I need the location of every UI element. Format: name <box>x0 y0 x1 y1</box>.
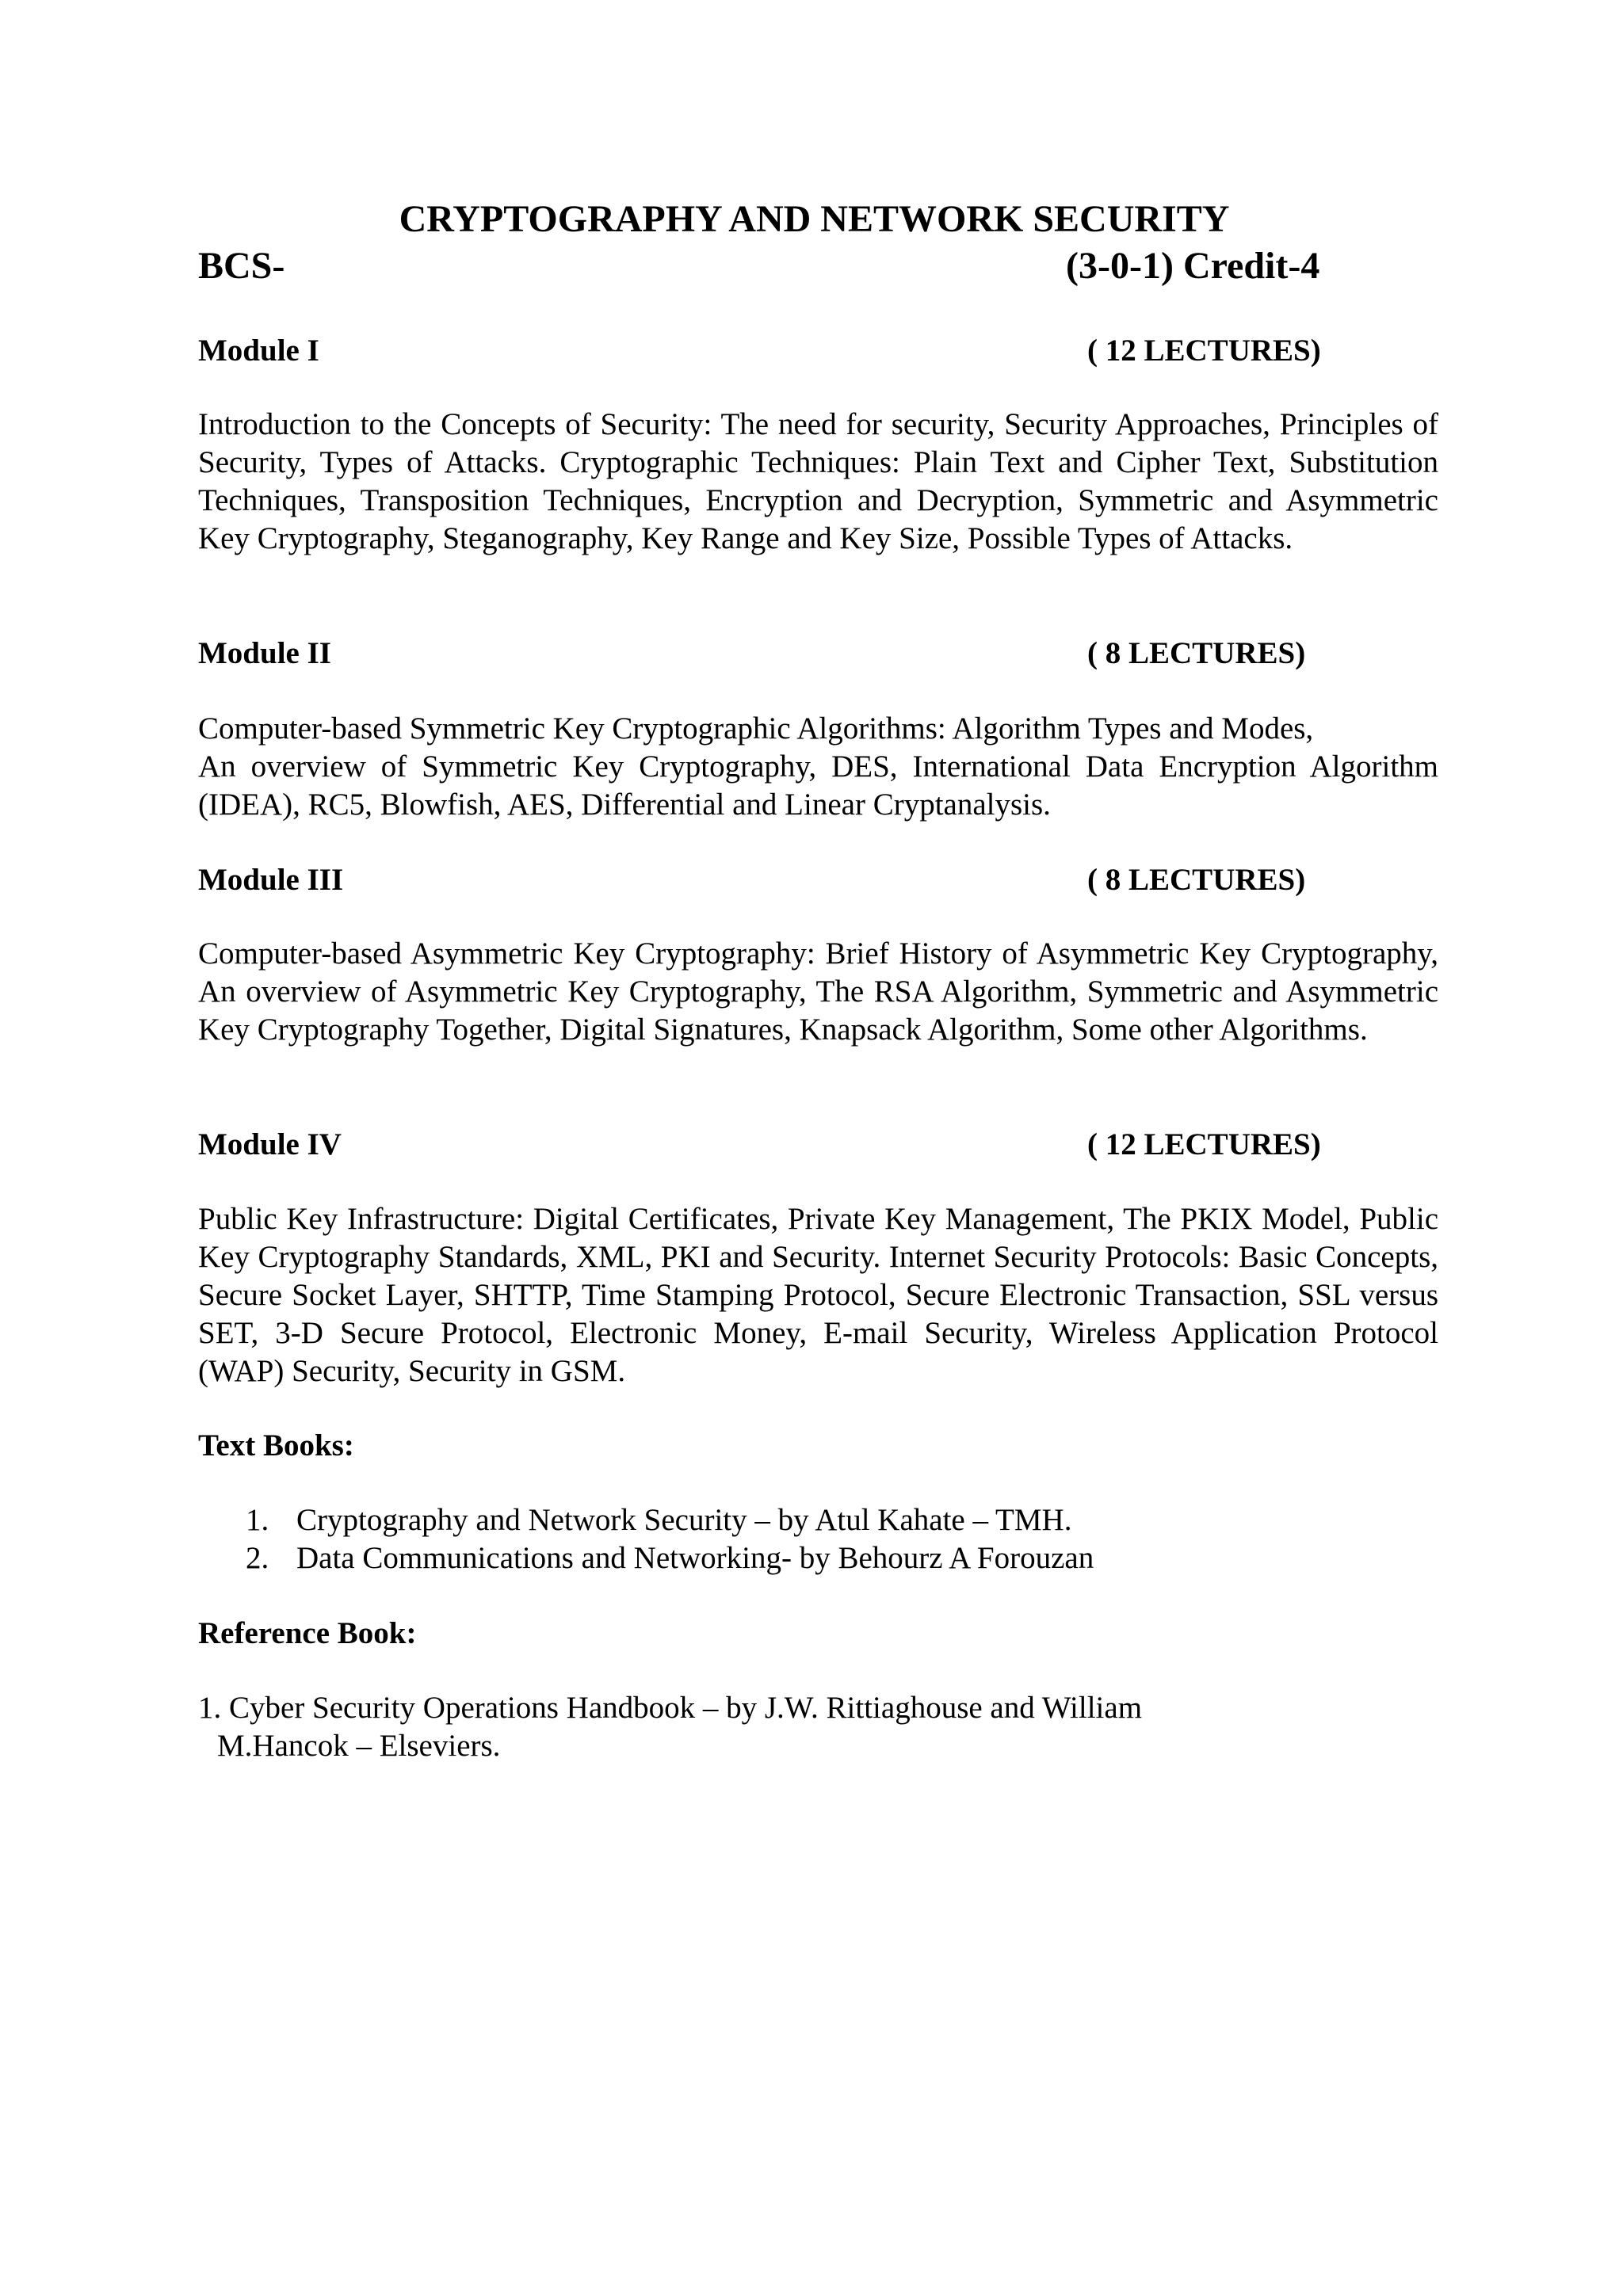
module-4-heading <box>198 1125 1438 1165</box>
module-4-lectures: ( 12 LECTURES) <box>1087 1127 1321 1161</box>
module-3-heading <box>198 860 1438 900</box>
reference-book-line1: 1. Cyber Security Operations Handbook – by J.W. Rittiaghouse and William <box>198 1691 1143 1725</box>
module-2-content: An overview of Symmetric Key Cryptography, DES, International Data Encryption Algorithm (IDEA), RC5, Blowfish, AES, Differential and Linear Cryptanalysis. <box>198 749 1438 822</box>
syllabus-page <box>198 0 1438 2296</box>
list-item-text: Cryptography and Network Security – by Atul Kahate – TMH. <box>296 1503 1072 1537</box>
course-credit: (3-0-1) Credit-4 <box>1066 245 1320 287</box>
module-2-heading <box>198 634 1438 673</box>
reference-book-item <box>198 1689 1438 1765</box>
module-1-lectures: ( 12 LECTURES) <box>1087 334 1321 368</box>
module-1-content: Introduction to the Concepts of Security: The need for security, Security Approaches, Principles of Security, Types of Attacks. Cryptographic Techniques: Plain Text and Cipher Text, Substitution Techniques, Transposition Techniques, Encryption and Decryption, Symmetric and Asymmetric Key Cryptography, Steganography, Key Range and Key Size, Possible Types of Attacks. <box>198 407 1438 555</box>
module-1-name: Module I <box>198 334 319 368</box>
module-2-lectures: ( 8 LECTURES) <box>1087 636 1306 670</box>
reference-book-heading: Reference Book: <box>198 1616 417 1650</box>
module-2-content-line1: Computer-based Symmetric Key Cryptographic Algorithms: Algorithm Types and Modes, <box>198 711 1314 746</box>
course-code: BCS- <box>198 245 285 287</box>
course-code-row <box>198 241 1438 292</box>
list-item <box>198 1501 1438 1539</box>
module-3-lectures: ( 8 LECTURES) <box>1087 863 1306 897</box>
module-4-name: Module IV <box>198 1127 342 1161</box>
text-books-heading: Text Books: <box>198 1428 354 1463</box>
list-item-number: 2. <box>246 1541 269 1575</box>
list-item <box>198 1539 1438 1577</box>
text-books-list <box>198 1501 1438 1577</box>
page-title: CRYPTOGRAPHY AND NETWORK SECURITY <box>399 198 1230 240</box>
module-1-heading <box>198 331 1438 371</box>
module-3-content: Computer-based Asymmetric Key Cryptography: Brief History of Asymmetric Key Cryptography, An overview of Asymmetric Key Cryptography, The RSA Algorithm, Symmetric and Asymmetric Key Cryptography Together, Digital Signatures, Knapsack Algorithm, Some other Algorithms. <box>198 936 1438 1047</box>
module-2-name: Module II <box>198 636 331 670</box>
reference-book-line2: M.Hancok – Elseviers. <box>217 1729 501 1763</box>
list-item-text: Data Communications and Networking- by Behourz A Forouzan <box>296 1541 1094 1575</box>
list-item-number: 1. <box>246 1503 269 1537</box>
module-4-content: Public Key Infrastructure: Digital Certificates, Private Key Management, The PKIX Model, Public Key Cryptography Standards, XML, PKI and Security. Internet Security Protocols: Basic Concepts, Secure Socket Layer, SHTTP, Time Stamping Protocol, Secure Electronic Transaction, SSL versus SET, 3-D Secure Protocol, Electronic Money, E-mail Security, Wireless Application Protocol (WAP) Security, Security in GSM. <box>198 1202 1438 1388</box>
module-3-name: Module III <box>198 863 344 897</box>
